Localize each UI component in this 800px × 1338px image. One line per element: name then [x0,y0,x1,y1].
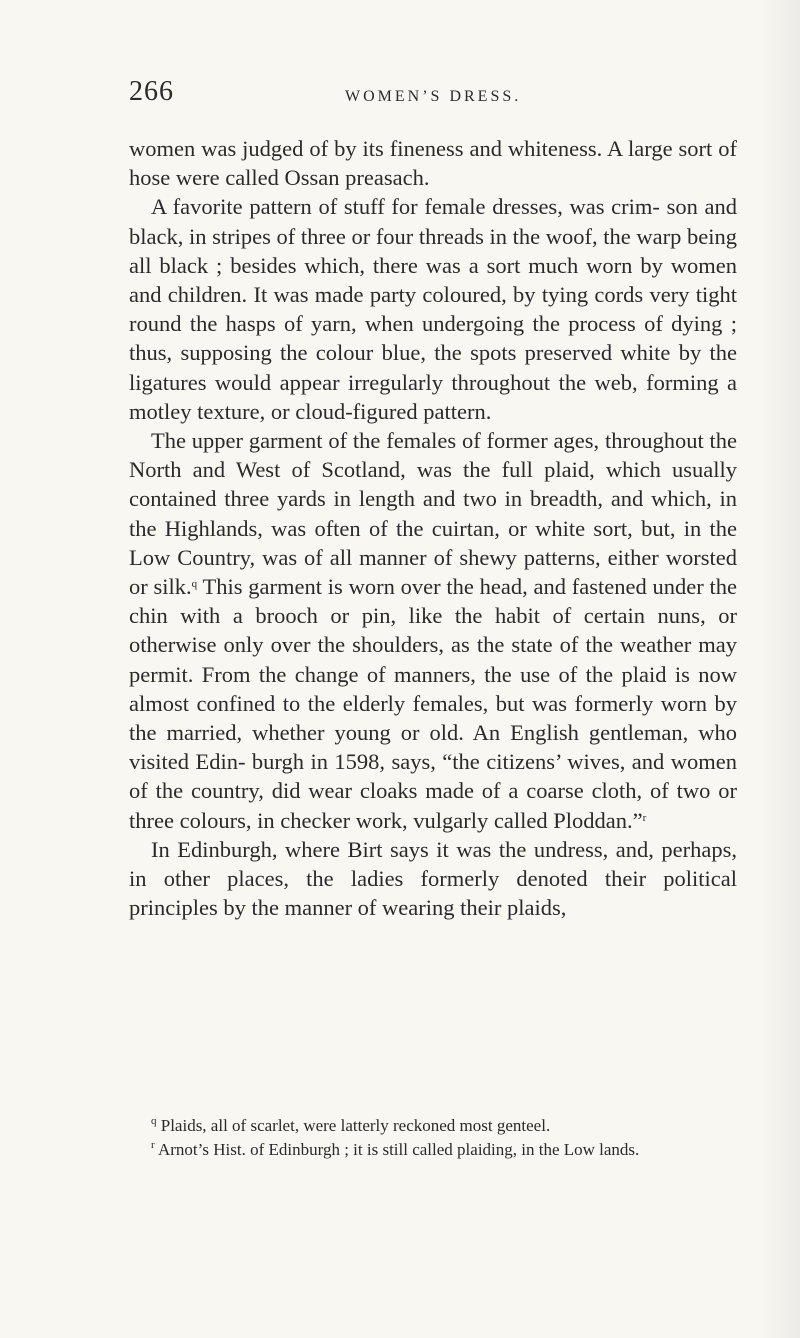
footnote-q [129,1114,737,1138]
footnotes [129,1114,737,1162]
footnote-r-text: Arnot’s Hist. of Edinburgh ; it is still called plaiding, in the Low lands. [157,1140,640,1159]
footnote-ref-r: r [642,811,647,824]
footnote-r-mark: r [151,1139,155,1151]
paragraph-4: In Edinburgh, where Birt says it was the undress, and, perhaps, in other places, the ladies formerly denoted their political principles by the manner of wearing their plaids, [129,836,737,921]
paragraph-3 [129,426,737,835]
body-text [129,134,737,922]
paragraph-3-continued: This garment is worn over the head, and fastened under the chin with a brooch or pin, like the habit of certain nuns, or otherwise only over the shoulders, as the state of the weather may permit. From the change of manners, the use of the plaid is now almost confined to the elderly females, but was formerly worn by the married, whether young or old. An English gentleman, who visited Edin- burgh in 1598, says, “the citizens’ wives, and women of the country, did wear cloaks made of a coarse cloth, of two or three colours, in checker work, vulgarly called Ploddan.” [129,574,737,833]
running-title: WOMEN’S DRESS. [345,88,522,105]
page-number: 266 [129,76,174,107]
running-head [129,76,729,110]
footnote-r [129,1138,737,1162]
paragraph-2: A favorite pattern of stuff for female dresses, was crim- son and black, in stripes of three or four threads in the woof, the warp being all black ; besides which, there was a sort much worn by women and children. It was made party coloured, by tying cords very tight round the hasps of yarn, when undergoing the process of dying ; thus, supposing the colour blue, the spots preserved white by the ligatures would appear irregularly throughout the web, forming a motley texture, or cloud-figured pattern. [129,194,737,424]
footnote-q-mark: q [151,1115,157,1127]
footnote-ref-q: q [191,578,198,591]
paragraph-3-text: The upper garment of the females of former ages, throughout the North and West of Scotland, was the full plaid, which usually contained three yards in length and two in breadth, and which, in the Highlands, was often of the cuirtan, or white sort, but, in the Low Country, was of all manner of shewy patterns, either worsted or silk. [129,428,737,600]
paragraph-1: women was judged of by its fineness and whiteness. A large sort of hose were called Ossan preasach. [129,136,737,191]
footnote-q-text: Plaids, all of scarlet, were latterly reckoned most genteel. [160,1116,551,1135]
